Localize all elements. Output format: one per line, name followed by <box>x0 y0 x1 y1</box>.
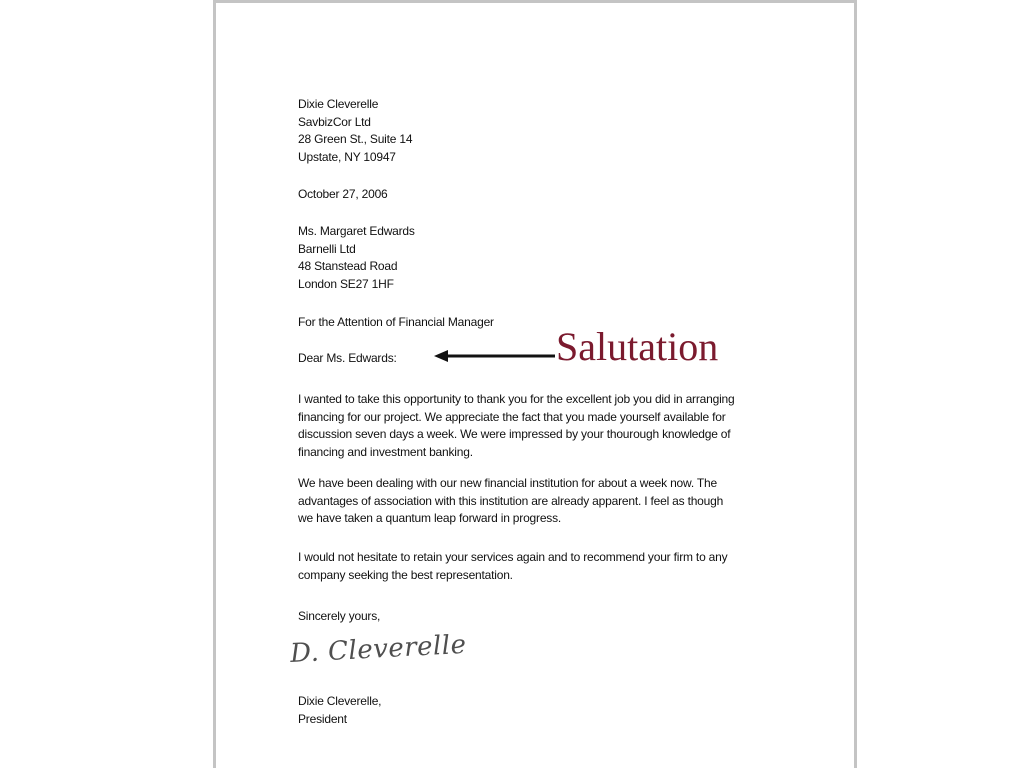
salutation: Dear Ms. Edwards: <box>298 351 397 365</box>
paragraph-line: We have been dealing with our new financial institution for about a week now. The <box>298 476 717 490</box>
paragraph-line: I would not hesitate to retain your services again and to recommend your firm to any <box>298 550 728 564</box>
body-paragraph-3 <box>298 549 790 584</box>
recipient-street: 48 Stanstead Road <box>298 259 398 273</box>
paragraph-line: I wanted to take this opportunity to thank you for the excellent job you did in arranging <box>298 392 735 406</box>
attention-line: For the Attention of Financial Manager <box>298 315 494 329</box>
sender-street: 28 Green St., Suite 14 <box>298 132 413 146</box>
closing: Sincerely yours, <box>298 609 381 623</box>
letter-page <box>213 0 857 768</box>
letter-date: October 27, 2006 <box>298 187 388 201</box>
body-paragraph-2 <box>298 475 790 528</box>
signer-name: Dixie Cleverelle, <box>298 694 382 708</box>
sender-company: SavbizCor Ltd <box>298 114 371 129</box>
signer-title: President <box>298 711 347 726</box>
paragraph-line: financing and investment banking. <box>298 444 473 459</box>
paragraph-line: advantages of association with this institution are already apparent. I feel as though <box>298 493 724 508</box>
sender-city: Upstate, NY 10947 <box>298 149 396 164</box>
handwritten-signature: D. Cleverelle <box>289 629 468 669</box>
paragraph-line: financing for our project. We appreciate the fact that you made yourself available for <box>298 409 726 424</box>
body-paragraph-1 <box>298 391 790 461</box>
paragraph-line: discussion seven days a week. We were impressed by your thourough knowledge of <box>298 427 731 441</box>
sender-address <box>298 96 412 166</box>
recipient-name: Ms. Margaret Edwards <box>298 224 415 238</box>
paragraph-line: company seeking the best representation. <box>298 567 513 582</box>
salutation-annotation-label: Salutation <box>556 324 719 369</box>
paragraph-line: we have taken a quantum leap forward in progress. <box>298 511 562 525</box>
recipient-city: London SE27 1HF <box>298 276 394 291</box>
recipient-company: Barnelli Ltd <box>298 241 356 256</box>
signer-block <box>298 693 381 728</box>
sender-name: Dixie Cleverelle <box>298 97 379 111</box>
left-arrow-icon <box>434 348 556 364</box>
recipient-address <box>298 223 415 293</box>
